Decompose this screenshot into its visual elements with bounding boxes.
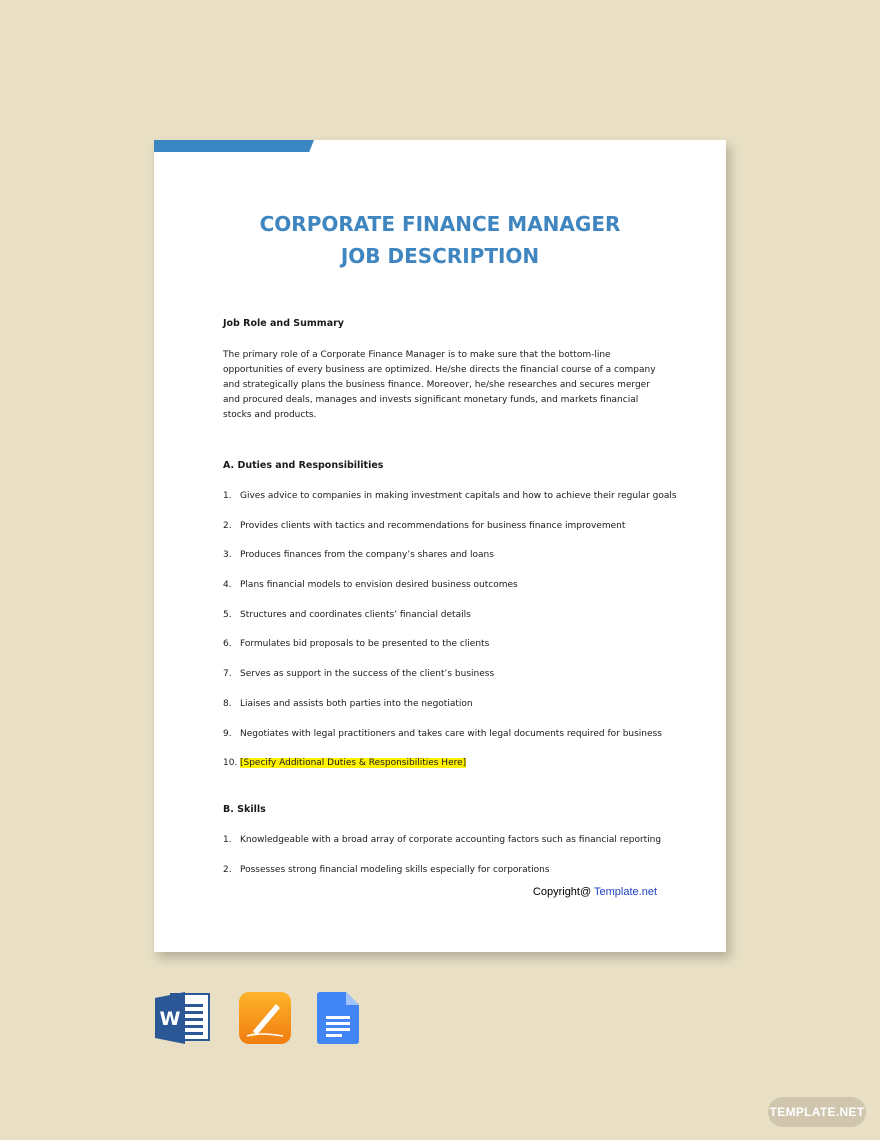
accent-bar [154, 140, 314, 152]
document-page [154, 140, 726, 952]
summary-heading: Job Role and Summary [223, 318, 344, 329]
title-line-2: JOB DESCRIPTION [340, 244, 540, 268]
duty-item-text: Liaises and assists both parties into the negotiation [240, 698, 473, 709]
copyright-link[interactable]: Template.net [594, 886, 657, 898]
duty-item [223, 490, 677, 502]
skill-item-number: 1. [223, 835, 232, 846]
duty-item [223, 579, 663, 591]
summary-text: The primary role of a Corporate Finance Manager is to make sure that the bottom-line opportunities of every business are optimized. He/she directs the financial course of a company and strategically plans the business finance. Moreover, he/she researches and secures merger and procured deals, manages and invests significant monetary funds, and markets financial stocks and products. [223, 350, 656, 420]
duty-item-number: 7. [223, 669, 232, 680]
duty-item-text: Plans financial models to envision desired business outcomes [240, 580, 518, 591]
duty-item-text: Structures and coordinates clients’ financial details [240, 609, 471, 620]
copyright [533, 886, 657, 898]
duty-item-text: Serves as support in the success of the client’s business [240, 669, 495, 680]
skills-list [223, 834, 663, 876]
google-docs-icon[interactable] [317, 992, 359, 1044]
duty-item [223, 698, 663, 710]
template-net-watermark: TEMPLATE.NET [768, 1097, 866, 1127]
duty-item-text: Produces finances from the company’s shares and loans [240, 550, 494, 561]
duty-item-number: 4. [223, 580, 232, 591]
duty-item-text: Negotiates with legal practitioners and takes care with legal documents required for business [240, 728, 662, 739]
duty-item [223, 609, 663, 621]
duty-item [223, 549, 663, 561]
duty-item-text: Gives advice to companies in making investment capitals and how to achieve their regular goals [240, 491, 677, 501]
copyright-label: Copyright@ [532, 886, 595, 898]
svg-text:W: W [159, 1008, 181, 1030]
duty-item [223, 757, 663, 769]
duty-item-text: Formulates bid proposals to be presented to the clients [240, 639, 490, 650]
duty-item-number: 1. [223, 491, 232, 501]
duty-item-number: 3. [223, 550, 232, 561]
duty-item [223, 520, 663, 532]
word-icon[interactable] [155, 992, 211, 1044]
skill-item-text: Knowledgeable with a broad array of corporate accounting factors such as financial reporting [240, 835, 662, 846]
duty-item [223, 728, 663, 740]
document-title [154, 208, 726, 272]
duties-list [223, 490, 677, 769]
duty-item-text: Provides clients with tactics and recommendations for business finance improvement [240, 520, 626, 531]
skill-item [223, 864, 663, 876]
duty-item-text: [Specify Additional Duties & Responsibilities Here] [240, 758, 467, 769]
duty-item-number: 9. [223, 728, 232, 739]
skill-item [223, 834, 663, 846]
duty-item-number: 10. [223, 758, 238, 769]
title-line-1: CORPORATE FINANCE MANAGER [259, 212, 621, 236]
duty-item [223, 638, 663, 650]
duties-heading: A. Duties and Responsibilities [223, 460, 384, 471]
duty-item [223, 668, 663, 680]
skills-heading: B. Skills [223, 804, 266, 816]
duty-item-number: 5. [223, 609, 232, 620]
document-content [223, 318, 677, 876]
duty-item-number: 2. [223, 520, 232, 531]
duty-item-number: 8. [223, 698, 232, 709]
skill-item-text: Possesses strong financial modeling skills especially for corporations [240, 864, 550, 875]
pages-icon[interactable] [239, 992, 291, 1044]
skill-item-number: 2. [223, 864, 232, 875]
duty-item-number: 6. [223, 639, 232, 650]
